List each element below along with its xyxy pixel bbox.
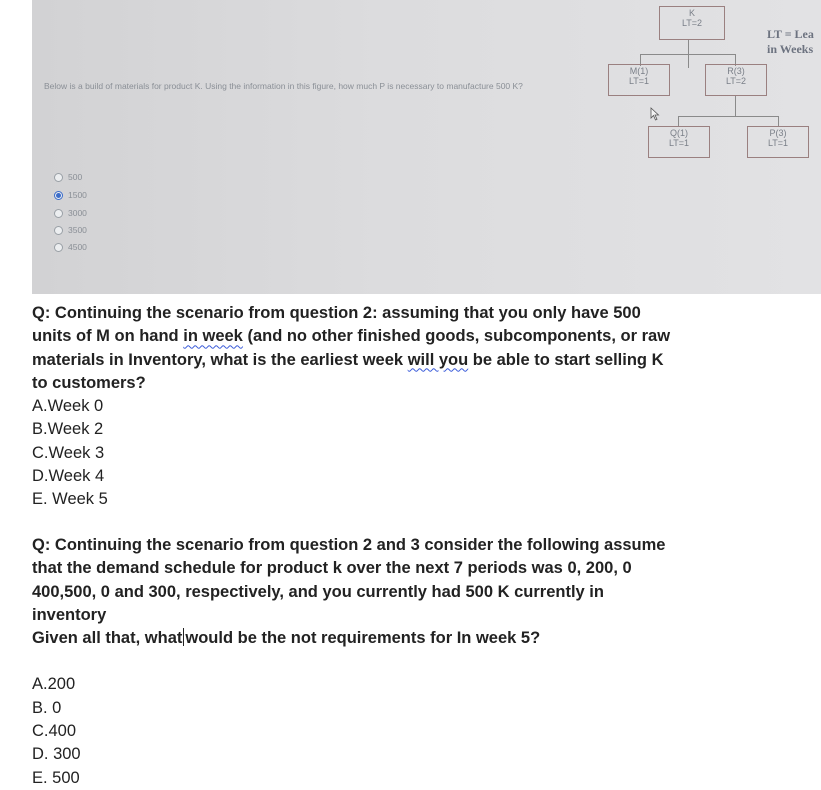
question-line — [32, 325, 670, 348]
option-4500[interactable] — [54, 242, 87, 252]
option-500[interactable] — [54, 172, 82, 182]
question-line — [32, 349, 670, 372]
answer-option: B. 0 — [32, 698, 62, 717]
radio-button[interactable] — [54, 209, 63, 218]
bom-node-r — [705, 64, 767, 96]
mouse-cursor-icon — [650, 107, 660, 121]
embedded-question-text: Below is a build of materials for product K. Using the information in this figure, how much P is necessary to manufacture 500 K? — [44, 81, 523, 91]
answer-option: A.Week 0 — [32, 397, 104, 416]
answer-option: D. 300 — [32, 745, 81, 764]
text-span: Given all that, what — [32, 629, 183, 648]
bom-node-leadtime: LT=1 — [767, 138, 789, 148]
option-label: 3000 — [68, 208, 87, 218]
question-2-text — [32, 534, 666, 650]
legend-line: in Weeks — [767, 42, 814, 56]
bom-node-m — [608, 64, 670, 96]
legend-line: LT = Lea — [767, 27, 814, 41]
question-line: inventory — [32, 605, 107, 624]
embedded-screenshot — [32, 0, 821, 294]
bom-connector — [678, 116, 778, 117]
question-line: 400,500, 0 and 300, respectively, and you currently had 500 K currently in — [32, 582, 604, 601]
bom-node-leadtime: LT=1 — [668, 138, 690, 148]
bom-connector — [678, 116, 679, 126]
answer-option: A.200 — [32, 675, 76, 694]
option-3500[interactable] — [54, 225, 87, 235]
bom-node-name: P(3) — [769, 128, 787, 138]
bom-connector — [735, 96, 736, 116]
bom-node-k — [659, 6, 725, 40]
spellcheck-text: in week — [183, 327, 243, 346]
option-1500[interactable] — [54, 190, 87, 200]
option-label: 1500 — [68, 190, 87, 200]
bom-connector — [640, 54, 736, 55]
bom-node-q — [648, 126, 710, 158]
bom-node-name: R(3) — [727, 66, 745, 76]
text-span: materials in Inventory, what is the earliest week — [32, 350, 408, 369]
bom-node-leadtime: LT=1 — [628, 76, 650, 86]
option-label: 4500 — [68, 242, 87, 252]
question-line: that the demand schedule for product k over the next 7 periods was 0, 200, 0 — [32, 559, 632, 578]
bom-node-leadtime: LT=2 — [725, 76, 747, 86]
radio-button[interactable] — [54, 226, 63, 235]
question-1-text — [32, 302, 670, 395]
bom-node-leadtime: LT=2 — [681, 18, 703, 28]
question-2 — [32, 534, 666, 790]
answer-option: B.Week 2 — [32, 420, 104, 439]
bom-legend — [767, 27, 814, 57]
answer-option: C.Week 3 — [32, 443, 105, 462]
spellcheck-text: will you — [407, 350, 469, 369]
radio-button-selected[interactable] — [54, 191, 63, 200]
option-label: 3500 — [68, 225, 87, 235]
text-span: be able to start selling K — [468, 350, 664, 369]
bom-node-name: K — [688, 8, 695, 18]
radio-button[interactable] — [54, 173, 63, 182]
bom-node-name: M(1) — [629, 66, 649, 76]
bom-node-name: Q(1) — [670, 128, 688, 138]
radio-button[interactable] — [54, 243, 63, 252]
answer-list — [32, 395, 670, 511]
answer-option: E. 500 — [32, 768, 80, 787]
question-1 — [32, 302, 670, 512]
answer-option: C.400 — [32, 722, 77, 741]
option-label: 500 — [68, 172, 83, 182]
answer-option: E. Week 5 — [32, 490, 108, 509]
question-line: Q: Continuing the scenario from question 2 and 3 consider the following assume — [32, 536, 666, 554]
bom-connector — [778, 116, 779, 126]
answer-list — [32, 673, 666, 789]
question-line: Q: Continuing the scenario from question 2: assuming that you only have 500 — [32, 304, 641, 322]
text-span: units of M on hand — [32, 327, 184, 346]
option-3000[interactable] — [54, 208, 87, 218]
text-span: (and no other finished goods, subcomponents, or raw — [242, 327, 671, 346]
question-line — [32, 627, 666, 650]
answer-option: D.Week 4 — [32, 467, 105, 486]
bom-node-p — [747, 126, 809, 158]
text-span: would be the not requirements for In week 5? — [185, 629, 541, 648]
question-line: to customers? — [32, 373, 146, 392]
